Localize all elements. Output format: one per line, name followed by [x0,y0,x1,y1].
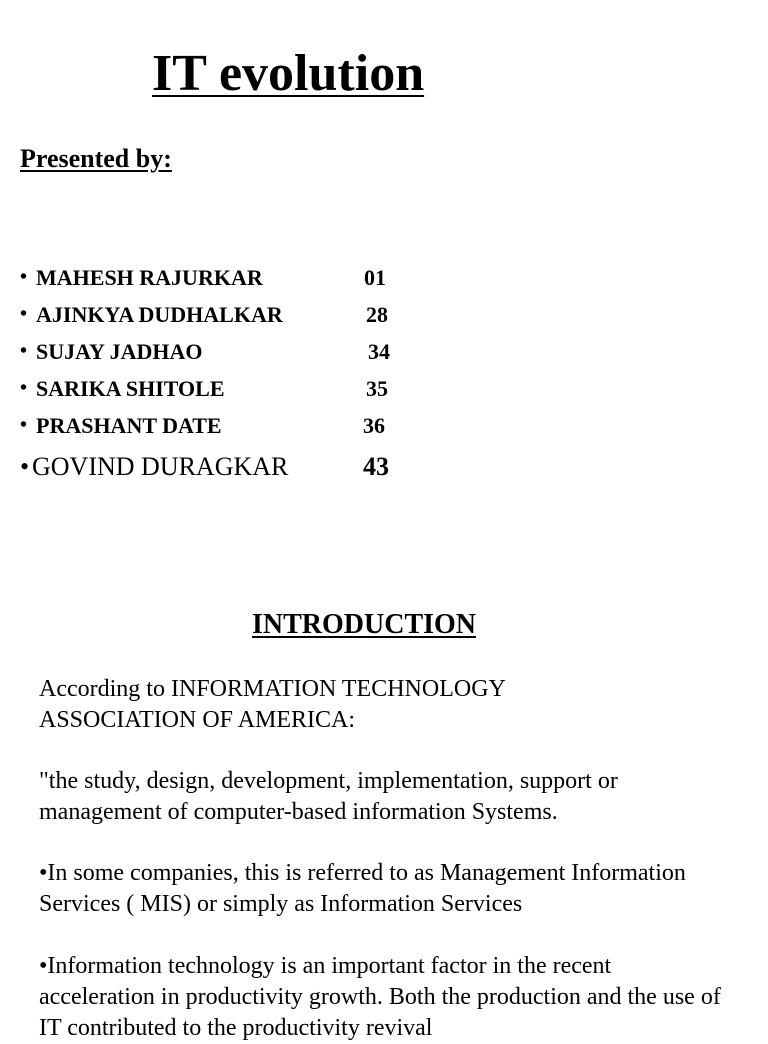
bullet-icon: • [20,452,30,481]
intro-paragraph: "the study, design, development, implementation, support or management of computer-based information Systems. [39,768,618,825]
member-item [20,301,420,331]
intro-paragraph: According to INFORMATION TECHNOLOGY ASSOCIATION OF AMERICA: [39,676,505,733]
bullet-icon: • [20,340,28,362]
member-name: AJINKYA DUDHALKAR [36,302,283,327]
member-name: PRASHANT DATE [36,413,222,438]
intro-paragraph: •Information technology is an important factor in the recent acceleration in productivity growth. Both the production and the use of IT contributed to the productivity revival [39,953,721,1041]
member-name: GOVIND DURAGKAR [32,452,289,481]
member-roll-number: 35 [366,376,388,401]
member-roll-number: 43 [363,452,389,481]
bullet-icon: • [20,303,28,325]
member-roll-number: 01 [364,265,386,290]
presented-by-label: Presented by: [20,144,172,173]
member-roll-number: 28 [366,302,388,327]
intro-paragraph: •In some companies, this is referred to as Management Information Services ( MIS) or simply as Information Services [39,860,686,917]
member-name: SUJAY JADHAO [36,339,203,364]
bullet-icon: • [20,266,28,288]
bullet-icon: • [20,414,28,436]
member-item [20,412,420,442]
member-item [20,451,420,481]
member-roll-number: 36 [363,413,385,438]
member-name: SARIKA SHITOLE [36,376,225,401]
member-roll-number: 34 [368,339,390,364]
document-title: IT evolution [152,45,425,102]
member-item [20,338,420,368]
introduction-heading: INTRODUCTION [252,609,477,640]
member-name: MAHESH RAJURKAR [36,265,263,290]
member-item [20,264,420,294]
member-item [20,375,420,405]
bullet-icon: • [20,377,28,399]
